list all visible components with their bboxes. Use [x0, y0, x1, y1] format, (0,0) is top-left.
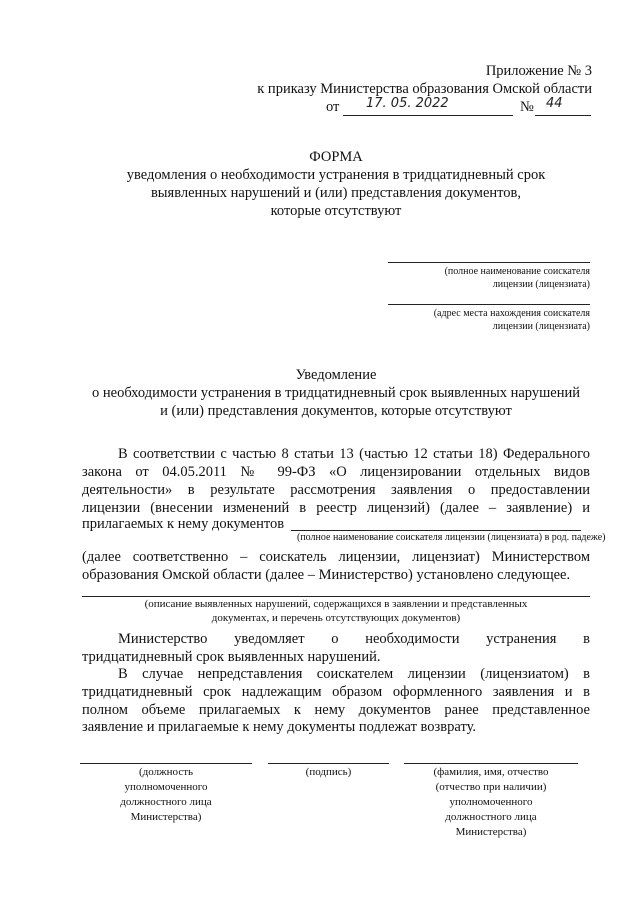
notice-title-line-1: о необходимости устранения в тридцатидневный срок выявленных нарушений — [92, 385, 580, 401]
full-name-caption: Министерства) — [455, 826, 527, 838]
notice-heading: Уведомление — [295, 367, 377, 383]
body-line: тридцатидневный срок выявленных нарушений. — [82, 649, 381, 665]
body-line: заявление и прилагаемые к нему документы подлежат возврату. — [82, 719, 477, 735]
appendix-number: Приложение № 3 — [485, 63, 592, 79]
applicant-address-caption-1: (адрес места нахождения соискателя — [433, 308, 590, 319]
date-prefix: от — [326, 99, 340, 115]
signature-line — [268, 763, 389, 764]
position-caption: (должность — [138, 766, 194, 778]
body-line: лицензии (внесении изменений в реестр лицензий) (далее – заявление) и — [82, 500, 590, 516]
handwritten-number: 44 — [546, 96, 563, 111]
full-name-line — [404, 763, 578, 764]
date-underline — [343, 115, 513, 116]
body-line: полном объеме прилагаемых к нему документов ранее представленное — [82, 702, 590, 718]
handwritten-date: 17. 05. 2022 — [366, 96, 449, 111]
applicant-address-caption-2: лицензии (лицензиата) — [492, 321, 590, 332]
full-name-caption: уполномоченного — [449, 796, 533, 808]
body-line: деятельности» в результате рассмотрения заявления о предоставлении — [82, 482, 590, 498]
position-caption: Министерства) — [130, 811, 202, 823]
body-line: В соответствии с частью 8 статьи 13 (частью 12 статьи 18) Федерального — [118, 446, 590, 462]
body-line: тридцатидневный срок надлежащим образом оформленного заявления и в — [82, 684, 590, 700]
applicant-name-caption-2: лицензии (лицензиата) — [492, 279, 590, 290]
full-name-caption: должностного лица — [445, 811, 537, 823]
order-reference: к приказу Министерства образования Омской области — [257, 81, 592, 97]
body-line: Министерство уведомляет о необходимости устранения в — [118, 631, 590, 647]
form-title-line-1: уведомления о необходимости устранения в тридцатидневный срок — [126, 167, 546, 183]
body-line: (далее соответственно – соискатель лицензии, лицензиат) Министерством — [82, 549, 590, 565]
body-line: закона от 04.05.2011 № 99-ФЗ «О лицензировании отдельных видов — [82, 464, 590, 480]
number-prefix: № — [520, 99, 534, 115]
applicant-name-line — [388, 262, 590, 263]
form-heading: ФОРМА — [309, 149, 363, 165]
position-line — [80, 763, 252, 764]
violations-caption-2: документах, и перечень отсутствующих документов) — [211, 612, 461, 624]
full-name-caption: (фамилия, имя, отчество — [433, 766, 549, 778]
signature-caption: (подпись) — [305, 766, 352, 778]
applicant-address-line — [388, 304, 590, 305]
form-title-line-3: которые отсутствуют — [270, 203, 402, 219]
applicant-genitive-caption: (полное наименование соискателя лицензии (лицензиата) в род. падеже) — [297, 532, 606, 543]
number-underline — [535, 115, 591, 116]
full-name-caption: (отчество при наличии) — [435, 781, 547, 793]
body-line: В случае непредставления соискателем лицензии (лицензиатом) в — [118, 666, 590, 682]
violations-caption-1: (описание выявленных нарушений, содержащихся в заявлении и представленных — [144, 598, 528, 610]
notice-title-line-2: и (или) представления документов, которые отсутствуют — [160, 403, 512, 419]
position-caption: должностного лица — [120, 796, 212, 808]
body-line: образования Омской области (далее – Министерство) установлено следующее. — [82, 567, 571, 583]
position-caption: уполномоченного — [124, 781, 208, 793]
body-line: прилагаемых к нему документов — [82, 516, 285, 532]
form-title-line-2: выявленных нарушений и (или) представления документов, — [150, 185, 522, 201]
applicant-name-caption-1: (полное наименование соискателя — [444, 266, 590, 277]
